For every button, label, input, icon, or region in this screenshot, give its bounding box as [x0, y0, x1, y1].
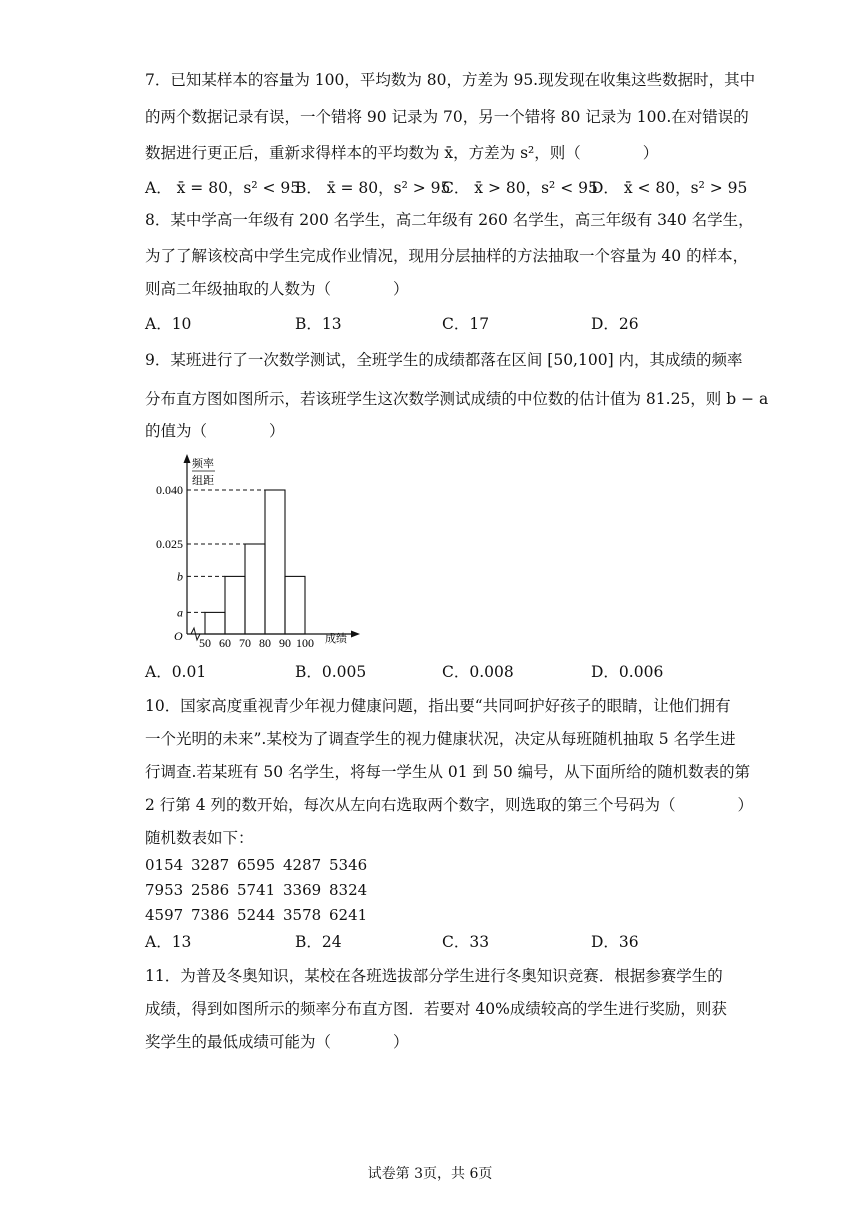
q8-option-c[interactable]: C．17: [442, 315, 490, 333]
histogram-bar: [265, 490, 285, 634]
q10-option-d[interactable]: D．36: [591, 933, 639, 951]
random-row-1: [145, 856, 375, 881]
q8-line-3: 则高二年级抽取的人数为（ ）: [145, 280, 409, 298]
x-tick-label: 80: [259, 636, 271, 650]
q10-option-a[interactable]: A．13: [145, 933, 192, 951]
q10-line-1: 10．国家高度重视青少年视力健康问题，指出要“共同呵护好孩子的眼睛，让他们拥有: [145, 697, 731, 715]
x-tick-label: 60: [219, 636, 231, 650]
random-cell: 5346: [329, 856, 368, 874]
q7-option-c[interactable]: C． x̄ > 80，s² < 95: [442, 179, 598, 197]
q7-option-b[interactable]: B． x̄ = 80，s² > 95: [295, 179, 451, 197]
q10-line-3: 行调查.若某班有 50 名学生，将每一学生从 01 到 50 编号，从下面所给的随机数表的第: [145, 763, 751, 781]
q9-option-d[interactable]: D．0.006: [591, 663, 664, 681]
page-footer: 试卷第 3页，共 6页: [367, 1166, 493, 1182]
x-axis-label: 成绩: [325, 633, 347, 645]
x-axis-arrow: [351, 631, 360, 638]
q7-option-d[interactable]: D． x̄ < 80，s² > 95: [591, 179, 748, 197]
q9-option-a[interactable]: A．0.01: [145, 663, 207, 681]
random-cell: 3369: [283, 881, 322, 899]
q7-line-2: 的两个数据记录有误，一个错将 90 记录为 70，另一个错将 80 记录为 100.在对错误的: [145, 108, 749, 126]
q7-line-3: 数据进行更正后，重新求得样本的平均数为 x̄，方差为 s²，则（ ）: [145, 144, 659, 162]
random-row-2: [145, 881, 375, 906]
q10-line-5: 随机数表如下：: [145, 829, 254, 847]
q10-line-4: 2 行第 4 列的数开始，每次从左向右选取两个数字，则选取的第三个号码为（ ）: [145, 796, 754, 814]
random-cell: 5244: [237, 906, 276, 924]
random-cell: 8324: [329, 881, 368, 899]
x-tick-label: 100: [296, 636, 314, 650]
histogram-bar: [285, 576, 305, 634]
q11-line-2: 成绩，得到如图所示的频率分布直方图．若要对 40%成绩较高的学生进行奖励，则获: [145, 1000, 727, 1018]
origin-label: O: [174, 629, 183, 643]
random-cell: 4287: [283, 856, 322, 874]
q9-line-3: 的值为（ ）: [145, 422, 285, 440]
y-tick-label: b: [177, 569, 183, 584]
q11-line-3: 奖学生的最低成绩可能为（ ）: [145, 1033, 409, 1051]
y-axis-label-top: 频率: [192, 458, 214, 470]
q9-line-1: 9．某班进行了一次数学测试，全班学生的成绩都落在区间 [50,100] 内，其成绩的频率: [145, 351, 743, 369]
q8-option-d[interactable]: D．26: [591, 315, 639, 333]
q11-line-1: 11．为普及冬奥知识，某校在各班选拔部分学生进行冬奥知识竞赛．根据参赛学生的: [145, 967, 723, 985]
q9-options: [145, 660, 725, 680]
x-tick-label: 90: [279, 636, 291, 650]
random-number-table: [145, 856, 375, 931]
frequency-histogram: [156, 448, 380, 650]
random-row-3: [145, 906, 375, 931]
q10-option-c[interactable]: C．33: [442, 933, 490, 951]
random-cell: 7386: [191, 906, 230, 924]
y-axis-label-bottom: 组距: [192, 475, 214, 487]
random-cell: 2586: [191, 881, 230, 899]
random-cell: 5741: [237, 881, 276, 899]
x-tick-label: 70: [239, 636, 251, 650]
random-cell: 0154: [145, 856, 184, 874]
q8-line-1: 8．某中学高一年级有 200 名学生，高二年级有 260 名学生，高三年级有 340 名学生，: [145, 211, 754, 229]
histogram-bar: [225, 576, 245, 634]
q9-option-c[interactable]: C．0.008: [442, 663, 514, 681]
q7-option-a[interactable]: A． x̄ = 80，s² < 95: [145, 179, 301, 197]
histogram-bar: [245, 544, 265, 634]
q10-line-2: 一个光明的未来”.某校为了调查学生的视力健康状况，决定从每班随机抽取 5 名学生进: [145, 730, 736, 748]
q7-line-1: 7．已知某样本的容量为 100，平均数为 80，方差为 95.现发现在收集这些数据时，其中: [145, 71, 756, 89]
random-cell: 3578: [283, 906, 322, 924]
random-cell: 4597: [145, 906, 184, 924]
random-cell: 6595: [237, 856, 276, 874]
q8-line-2: 为了了解该校高中学生完成作业情况，现用分层抽样的方法抽取一个容量为 40 的样本，: [145, 247, 749, 265]
q7-options: [145, 176, 748, 197]
y-tick-label: a: [177, 605, 183, 620]
q10-option-b[interactable]: B．24: [295, 933, 342, 951]
q8-options: [145, 312, 725, 332]
y-axis-arrow: [184, 454, 191, 463]
q8-option-a[interactable]: A．10: [145, 315, 192, 333]
histogram-bar: [205, 612, 225, 634]
y-tick-label: 0.040: [156, 483, 183, 497]
q10-options: [145, 930, 725, 950]
q9-line-2: 分布直方图如图所示，若该班学生这次数学测试成绩的中位数的估计值为 81.25，则 b − a: [145, 390, 769, 408]
x-tick-label: 50: [199, 636, 211, 650]
q8-option-b[interactable]: B．13: [295, 315, 342, 333]
y-tick-label: 0.025: [156, 537, 183, 551]
random-cell: 3287: [191, 856, 230, 874]
random-cell: 6241: [329, 906, 368, 924]
q9-option-b[interactable]: B．0.005: [295, 663, 367, 681]
random-cell: 7953: [145, 881, 184, 899]
